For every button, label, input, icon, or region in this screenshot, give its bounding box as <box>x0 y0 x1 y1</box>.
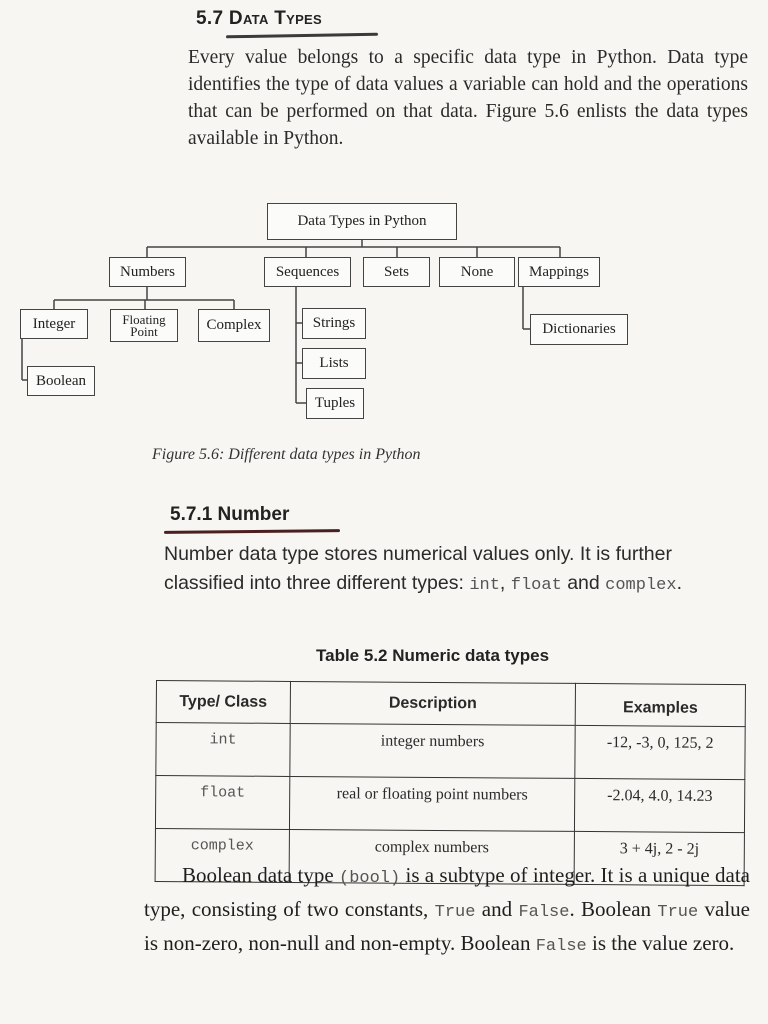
code-false: False <box>518 903 570 922</box>
boolean-text: is the value zero. <box>586 931 735 955</box>
section-heading <box>196 8 322 30</box>
number-and: and <box>561 572 606 594</box>
table-cell-type: float <box>155 776 289 830</box>
table-title: Table 5.2 Numeric data types <box>316 646 550 665</box>
table-cell-description: integer numbers <box>290 723 576 778</box>
table-header-cell: Examples <box>575 683 745 726</box>
section-number: 5.7 <box>196 8 224 29</box>
number-sep: , <box>499 572 511 594</box>
table-cell-examples: 3 + 4j, 2 - 2j <box>574 831 744 885</box>
code-bool: (bool) <box>339 869 401 888</box>
subsection-title: Number <box>217 504 290 525</box>
diagram-sets-box: Sets <box>363 257 430 287</box>
boolean-text: Boolean data type <box>182 863 339 887</box>
intro-paragraph: Every value belongs to a specific data type in Python. Data type identifies the type of data values a variable can hold and the operations that can be performed on that data. Figure 5.6 enlists the data types available in Python. <box>188 47 748 149</box>
subsection-number: 5.7.1 <box>170 504 213 525</box>
heading-underline <box>226 33 378 39</box>
table-cell-description: complex numbers <box>289 829 575 884</box>
table-row <box>156 723 745 780</box>
code-true: True <box>434 903 476 922</box>
data-types-diagram <box>0 195 768 435</box>
number-text: Number data type stores numerical values only. It is further classified into three different types: <box>164 543 672 594</box>
table-header-cell: Type/ Class <box>156 681 290 724</box>
diagram-strings-box: Strings <box>302 308 366 339</box>
code-float: float <box>510 576 562 595</box>
diagram-integer-box: Integer <box>20 309 88 339</box>
section-title: Data Types <box>228 8 322 29</box>
diagram-mappings-box: Mappings <box>518 257 600 287</box>
table-header-cell: Description <box>290 681 576 725</box>
table-cell-type: int <box>156 723 290 777</box>
number-end: . <box>676 572 682 594</box>
diagram-none-box: None <box>439 257 515 287</box>
figure-caption: Figure 5.6: Different data types in Python <box>152 446 421 463</box>
diagram-floating-point-box <box>110 309 178 342</box>
diagram-complex-box: Complex <box>198 309 270 342</box>
diagram-boolean-box: Boolean <box>27 366 95 396</box>
boolean-text: . Boolean <box>569 897 658 921</box>
code-int: int <box>469 576 500 595</box>
boolean-text: and <box>475 897 519 921</box>
code-true: True <box>657 903 699 922</box>
boolean-paragraph <box>144 860 750 962</box>
number-paragraph <box>164 540 748 600</box>
table-cell-type: complex <box>155 828 289 882</box>
table-cell-description: real or floating point numbers <box>289 776 575 831</box>
table-row <box>155 776 744 833</box>
diagram-lists-box: Lists <box>302 348 366 379</box>
diagram-tuples-box: Tuples <box>306 388 364 419</box>
boolean-text: is a subtype of integer. It is a unique data type, consisting of two constants, <box>144 863 750 921</box>
table-cell-examples: -12, -3, 0, 125, 2 <box>575 725 745 779</box>
table-cell-examples: -2.04, 4.0, 14.23 <box>575 778 745 832</box>
diagram-numbers-box: Numbers <box>109 257 186 287</box>
diagram-root-box: Data Types in Python <box>267 203 457 240</box>
diagram-sequences-box: Sequences <box>264 257 351 287</box>
diagram-dictionaries-box: Dictionaries <box>530 314 628 345</box>
subsection-underline <box>164 529 340 534</box>
floating-point-line1: Floating <box>122 311 166 327</box>
code-complex: complex <box>605 576 677 595</box>
numeric-types-table <box>155 680 746 886</box>
table-header-row <box>156 681 745 727</box>
code-false: False <box>535 937 587 956</box>
subsection-heading <box>170 504 289 526</box>
boolean-text: value is non-zero, non-null and non-empty. Boolean <box>144 897 750 955</box>
floating-point-line2: Point <box>130 323 158 339</box>
